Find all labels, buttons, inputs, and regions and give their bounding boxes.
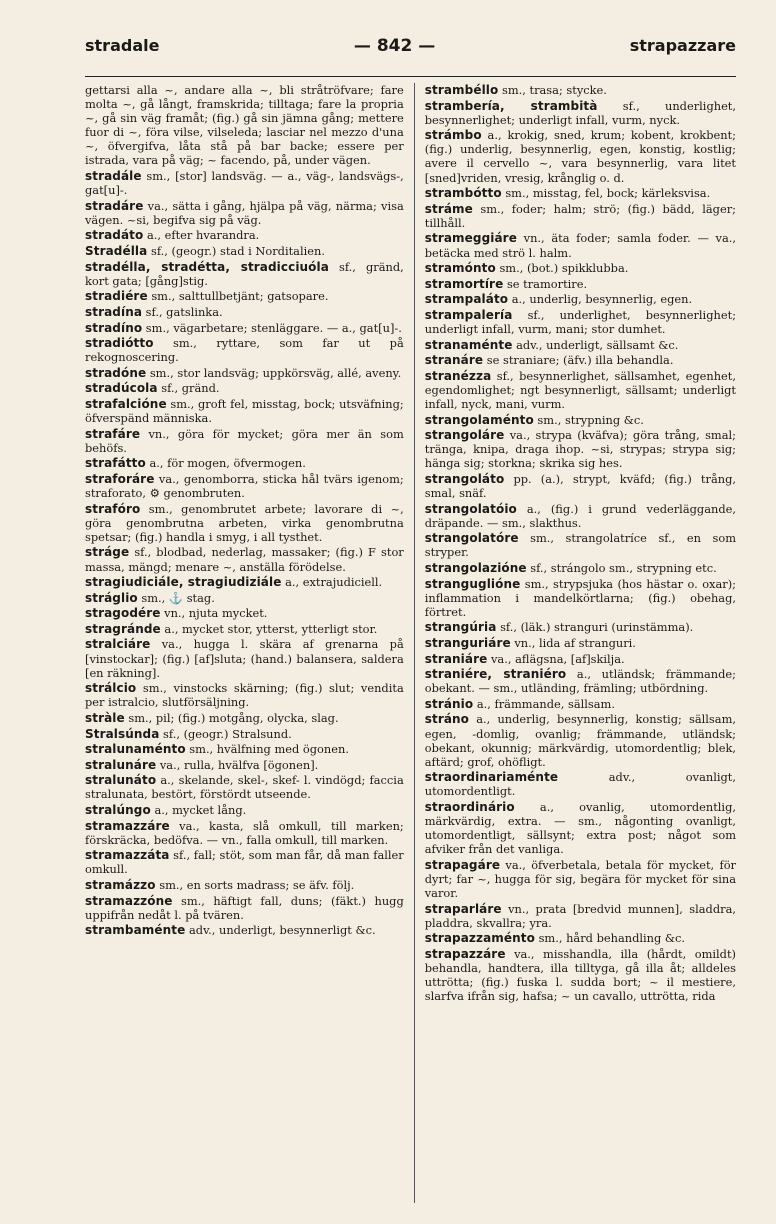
dictionary-entry xyxy=(85,773,404,801)
entry-definition: sf., gränd. xyxy=(157,381,220,396)
entry-headword: strapazzáre xyxy=(424,946,506,961)
dictionary-entry xyxy=(85,260,404,288)
entry-headword: strámbo xyxy=(424,128,482,143)
entry-definition: sf., besynnerlighet, sällsamhet, egenhet, egendomlighet; ngt besynnerligt, sällsamt; underligt infall, nyck, mani, vurm. xyxy=(424,368,736,411)
entry-definition: gettarsi alla ~, andare alla ~, bli stråtröfvare; fare molta ~, gå långt, framskrida; tilltaga; fare la propria ~, gå sin väg framåt; (fig.) gå sin jämna gång; mettere fuor di ~, föra vilse, vilseleda; lasciar nel mezzo d'una ~, öfvergifva, låta stå på bar backe; essere per istrada, vara på väg; ~ facendo, på, under vägen. xyxy=(85,83,404,168)
entry-headword: strampaláto xyxy=(424,292,509,307)
entry-headword: straordinário xyxy=(424,800,515,814)
entry-headword: strafóro xyxy=(85,501,141,516)
dictionary-entry xyxy=(85,169,404,197)
entry-definition: vn., äta foder; samla foder. — va., betäcka med strö l. halm. xyxy=(424,231,736,260)
dictionary-entry xyxy=(85,83,404,168)
dictionary-entry xyxy=(425,902,736,930)
entry-definition: sf., gatslinka. xyxy=(142,304,223,319)
dictionary-entry xyxy=(85,878,404,892)
entry-definition: a., mycket lång. xyxy=(150,803,247,817)
entry-definition: sf., (geogr.) Stralsund. xyxy=(159,726,292,741)
dictionary-entry xyxy=(425,472,736,500)
dictionary-entry xyxy=(425,308,736,336)
entry-definition: a., underlig, besynnerlig, konstig; sällsam, egen, -domlig, ovanlig; främmande, utländsk; obekant, okunnig; märkvärdig, utomordentlig; blek, aftärd; grof, ohöfligt. xyxy=(424,712,736,769)
entry-headword: strangoláto xyxy=(424,471,505,486)
entry-definition: sf., (läk.) stranguri (urinstämma). xyxy=(496,620,694,635)
entry-definition: vn., lida af stranguri. xyxy=(510,635,636,650)
entry-headword: strafalcióne xyxy=(85,396,167,411)
entry-headword: stragránde xyxy=(85,621,161,636)
entry-headword: stramortíre xyxy=(424,276,504,291)
dictionary-entry xyxy=(85,637,404,679)
dictionary-entry xyxy=(85,758,404,772)
dictionary-entry xyxy=(425,667,736,695)
entry-headword: Stralsúnda xyxy=(85,726,160,741)
dictionary-entry xyxy=(425,261,736,275)
dictionary-entry xyxy=(85,681,404,709)
entry-headword: stramazzáta xyxy=(85,848,170,863)
entry-headword: stranguglióne xyxy=(424,576,521,591)
entry-definition: sm., ⚓ stag. xyxy=(137,590,215,605)
entry-headword: strágе xyxy=(85,545,130,560)
entry-headword: stradiére xyxy=(85,289,148,304)
entry-headword: stránio xyxy=(424,696,474,711)
entry-headword: Stradélla xyxy=(85,244,148,259)
entry-definition: a., underlig, besynnerlig, egen. xyxy=(508,292,693,307)
dictionary-entry xyxy=(425,338,736,352)
entry-headword: strafátto xyxy=(85,456,146,471)
page-number: — 842 — xyxy=(353,36,436,56)
entry-headword: strangoláre xyxy=(424,428,505,443)
dictionary-entry xyxy=(425,128,736,184)
entry-definition: sm., häftigt fall, duns; (fäkt.) hugg uppifrån nedåt l. på tvären. xyxy=(85,893,404,922)
entry-definition: a., mycket stor, ytterst, ytterligt stor. xyxy=(160,621,378,636)
entry-definition: a., krokig, sned, krum; kobent, krokbent; (fig.) underlig, besynnerlig, egen, konstig, kostlig; avere il cervello ~, vara besynnerlig, vara litet [sned]vriden, vresig, krånglig o. d. xyxy=(424,128,736,185)
dictionary-entry xyxy=(425,428,736,470)
header-left-guideword: stradale xyxy=(85,36,160,55)
entry-headword: strambaménte xyxy=(85,923,186,938)
dictionary-entry xyxy=(85,819,404,847)
entry-headword: straniére, straniéro xyxy=(424,667,567,682)
dictionary-entry xyxy=(85,381,404,395)
entry-definition: sm., trasa; stycke. xyxy=(498,83,607,97)
entry-headword: strangolazióne xyxy=(424,561,527,575)
entry-definition: a., skelande, skel-, skef- l. vindögd; faccia stralunata, bestört, förstördt utseende. xyxy=(85,773,404,802)
entry-headword: straniáre xyxy=(424,651,488,666)
entry-definition: a., ovanlig, utomordentlig, märkvärdig, extra. — sm., någonting ovanligt, utomordentligt, sällsynt; extra post; något som afviker från det vanliga. xyxy=(424,800,736,857)
entry-headword: straparláre xyxy=(424,901,502,916)
dictionary-entry xyxy=(425,577,736,619)
entry-definition: sm., foder; halm; strö; (fig.) bädd, läger; tillhåll. xyxy=(424,201,736,230)
entry-headword: strambéllo xyxy=(424,83,499,97)
entry-definition: vn., göra för mycket; göra mer än som behöfs. xyxy=(85,426,404,455)
dictionary-entry xyxy=(425,353,736,367)
dictionary-entry xyxy=(425,502,736,530)
entry-headword: strangolatóre xyxy=(424,531,519,546)
entry-headword: strameggiáre xyxy=(424,231,517,246)
entry-headword: stráno xyxy=(424,712,470,727)
dictionary-entry xyxy=(425,369,736,411)
dictionary-entry xyxy=(85,894,404,922)
entry-definition: sf., (geogr.) stad i Norditalien. xyxy=(147,244,325,259)
columns xyxy=(85,83,736,1203)
dictionary-entry xyxy=(425,83,736,97)
entry-headword: stradélla, stradétta, stradicciuóla xyxy=(85,259,329,274)
entry-headword: strapagáre xyxy=(424,857,501,872)
dictionary-entry xyxy=(425,186,736,200)
dictionary-entry xyxy=(425,277,736,291)
dictionary-entry xyxy=(425,697,736,711)
entry-headword: stragodére xyxy=(85,606,161,621)
dictionary-entry xyxy=(425,858,736,900)
dictionary-entry xyxy=(425,202,736,230)
right-column xyxy=(415,83,736,1203)
entry-definition: sm., stor landsväg; uppkörsväg, allé, aveny. xyxy=(146,365,402,380)
entry-definition: sm., vägarbetare; stenläggare. — a., gat[u]-. xyxy=(142,320,402,335)
entry-definition: va., sätta i gång, hjälpa på väg, närma; visa vägen. ~si, begifva sig på väg. xyxy=(85,198,404,227)
entry-definition: va., strypa (kväfva); göra trång, smal; tränga, knipa, draga ihop. ~si, strypas; strypa sig; hänga sig; storkna; skrika sig hes. xyxy=(424,428,736,471)
entry-headword: straordinariaménte xyxy=(424,770,559,785)
dictionary-entry xyxy=(85,591,404,605)
dictionary-entry xyxy=(85,397,404,425)
entry-definition: sm., hvälfning med ögonen. xyxy=(185,742,349,757)
entry-headword: stráglio xyxy=(85,590,138,605)
page-header xyxy=(85,36,736,72)
entry-definition: adv., underligt, sällsamt &c. xyxy=(512,337,679,352)
dictionary-entry xyxy=(85,321,404,335)
dictionary-entry xyxy=(425,561,736,575)
entry-headword: strangolatóio xyxy=(424,501,517,516)
dictionary-entry xyxy=(425,231,736,259)
entry-definition: a., (fig.) i grund vederläggande, dräpande. — sm., slakthus. xyxy=(424,501,736,530)
entry-definition: a., extrajudiciell. xyxy=(281,575,383,590)
dictionary-entry xyxy=(425,800,736,856)
dictionary-entry xyxy=(85,366,404,380)
entry-definition: sm., groft fel, misstag, bock; utsväfning; öfverspänd människa. xyxy=(85,396,404,426)
entry-headword: stradáre xyxy=(85,198,144,213)
entry-headword: stralunaménto xyxy=(85,742,186,757)
entry-headword: stráme xyxy=(424,201,473,216)
entry-headword: stradína xyxy=(85,304,143,319)
entry-definition: sm., salttullbetjänt; gatsopare. xyxy=(147,289,329,304)
entry-definition: sm., [stor] landsväg. — a., väg-, landsvägs-, gat[u]-. xyxy=(85,169,404,198)
entry-definition: sf., underlighet, besynnerlighet; underligt infall, vurm, nyck. xyxy=(424,98,736,127)
dictionary-entry xyxy=(85,502,404,544)
dictionary-entry xyxy=(425,99,736,127)
dictionary-entry xyxy=(85,336,404,364)
entry-headword: strambótto xyxy=(424,186,502,201)
entry-headword: strambería, strambità xyxy=(424,98,598,113)
dictionary-entry xyxy=(425,652,736,666)
dictionary-entry xyxy=(85,923,404,937)
dictionary-entry xyxy=(85,727,404,741)
entry-headword: strangolaménto xyxy=(424,412,534,427)
entry-definition: sm., en sorts madrass; se äfv. följ. xyxy=(155,877,355,892)
dictionary-entry xyxy=(425,636,736,650)
entry-headword: stragiudiciále, stragiudiziále xyxy=(85,575,282,590)
dictionary-entry xyxy=(425,531,736,559)
dictionary-entry xyxy=(85,803,404,817)
entry-definition: a., utländsk; främmande; obekant. — sm., utländing, främling; utbördning. xyxy=(424,667,736,696)
entry-headword: stradále xyxy=(85,169,142,184)
entry-headword: stramazzóne xyxy=(85,893,173,908)
entry-definition: va., aflägsna, [af]skilja. xyxy=(487,651,625,666)
dictionary-entry xyxy=(85,848,404,876)
entry-definition: sm., vinstocks skärning; (fig.) slut; vendita per istralcio, slutförsäljning. xyxy=(85,681,404,710)
dictionary-entry xyxy=(425,620,736,634)
entry-definition: sf., blodbad, nederlag, massaker; (fig.) F stor massa, mängd; menare ~, anställa förödelse. xyxy=(85,545,404,574)
dictionary-entry xyxy=(85,622,404,636)
entry-definition: sm., hård behandling &c. xyxy=(534,931,686,946)
dictionary-entry xyxy=(85,427,404,455)
entry-headword: stradíno xyxy=(85,320,143,335)
entry-headword: stralunáto xyxy=(85,773,157,788)
entry-headword: stralúngo xyxy=(85,803,151,817)
entry-definition: sm., pil; (fig.) motgång, olycka, slag. xyxy=(124,710,339,725)
dictionary-entry xyxy=(85,742,404,756)
entry-headword: stràle xyxy=(85,710,125,725)
entry-definition: se straniare; (äfv.) illa behandla. xyxy=(483,353,674,368)
dictionary-entry xyxy=(85,711,404,725)
entry-definition: sm., strangolatríce sf., en som stryper. xyxy=(424,531,736,560)
entry-headword: stradóne xyxy=(85,365,147,380)
dictionary-entry xyxy=(425,770,736,798)
header-rule xyxy=(85,76,736,77)
entry-definition: se tramortire. xyxy=(503,276,588,291)
header-right-guideword: strapazzare xyxy=(629,36,736,55)
left-column xyxy=(85,83,415,1203)
entry-definition: sf., gränd, kort gata; [gång]stig. xyxy=(85,259,404,288)
entry-definition: sf., strángolo sm., strypning etc. xyxy=(526,561,717,575)
entry-definition: sm., ryttare, som far ut på rekognoscering. xyxy=(85,336,404,365)
entry-headword: strapazzaménto xyxy=(424,931,535,946)
dictionary-entry xyxy=(85,456,404,470)
dictionary-entry xyxy=(85,199,404,227)
entry-definition: va., misshandla, illa (hårdt, omildt) behandla, handtera, illa tilltyga, gå illa åt; alldeles uttrötta; (fig.) fuska l. sudda bort; ~ il mestiere, slarfva ifrån sig, hafsa; ~ un cavallo, uttrötta, rida xyxy=(424,946,736,1004)
entry-headword: strampalería xyxy=(424,307,513,322)
entry-headword: stranguriáre xyxy=(424,635,511,650)
dictionary-entry xyxy=(85,472,404,500)
dictionary-entry xyxy=(85,228,404,242)
dictionary-entry xyxy=(425,413,736,427)
dictionary-entry xyxy=(85,244,404,258)
entry-definition: pp. (a.), strypt, kväfd; (fig.) trång, smal, snäf. xyxy=(424,471,736,501)
entry-definition: va., hugga l. skära af grenarna på [vinstockar]; (fig.) [af]sluta; (hand.) balansera, saldera [en räkning]. xyxy=(85,637,404,680)
entry-definition: adv., underligt, besynnerligt &c. xyxy=(185,923,376,938)
dictionary-entry xyxy=(85,606,404,620)
entry-definition: sm., (bot.) spikklubba. xyxy=(495,261,629,276)
entry-definition: va., rulla, hvälfva [ögonen]. xyxy=(156,757,319,772)
entry-definition: va., kasta, slå omkull, till marken; förskräcka, bedöfva. — vn., falla omkull, till marken. xyxy=(85,818,404,847)
entry-headword: stramázzo xyxy=(85,877,156,892)
entry-definition: vn., prata [bredvid munnen], sladdra, pladdra, skvallra; yra. xyxy=(424,901,736,930)
entry-headword: strálcio xyxy=(85,681,137,696)
entry-headword: stramazzáre xyxy=(85,818,170,833)
entry-headword: stradiótto xyxy=(85,336,154,351)
entry-definition: sm., genombrutet arbete; lavorare di ~, göra genombrutna arbeten, virka genombrutna spetsar; (fig.) handla i smyg, i all tysthet. xyxy=(85,501,404,544)
entry-definition: a., efter hvarandra. xyxy=(143,228,260,243)
dictionary-entry xyxy=(85,575,404,589)
entry-headword: straforáre xyxy=(85,471,155,486)
entry-definition: a., främmande, sällsam. xyxy=(473,696,615,711)
entry-headword: stranaménte xyxy=(424,337,513,352)
entry-headword: stradúcola xyxy=(85,381,158,396)
entry-definition: adv., ovanligt, utomordentligt. xyxy=(424,770,736,799)
entry-definition: sm., strypning &c. xyxy=(533,412,644,427)
entry-headword: strangúria xyxy=(424,620,497,635)
entry-definition: sm., strypsjuka (hos hästar o. oxar); inflammation i mandelkörtlarna; (fig.) obehag, förtret. xyxy=(424,576,736,619)
dictionary-entry xyxy=(85,545,404,573)
entry-definition: sm., misstag, fel, bock; kärleksvisa. xyxy=(501,186,711,201)
entry-headword: stradáto xyxy=(85,228,144,243)
entry-definition: sf., underlighet, besynnerlighet; underligt infall, vurm, mani; stor dumhet. xyxy=(424,307,736,336)
entry-definition: sf., fall; stöt, som man får, då man faller omkull. xyxy=(85,848,404,877)
entry-definition: vn., njuta mycket. xyxy=(160,606,268,621)
dictionary-entry xyxy=(425,712,736,768)
entry-definition: va., genomborra, sticka hål tvärs igenom; straforato, ⚙ genombruten. xyxy=(85,471,404,501)
entry-headword: stranáre xyxy=(424,353,484,368)
entry-definition: a., för mogen, öfvermogen. xyxy=(145,456,306,471)
dictionary-entry xyxy=(425,292,736,306)
dictionary-entry xyxy=(425,947,736,1003)
entry-headword: stralciáre xyxy=(85,637,151,652)
dictionary-entry xyxy=(85,305,404,319)
entry-headword: stranézza xyxy=(424,368,492,383)
entry-headword: strafáre xyxy=(85,426,141,441)
entry-definition: va., öfverbetala, betala för mycket, för dyrt; far ~, hugga för sig, begära för mycket för sina varor. xyxy=(424,857,736,901)
entry-headword: stramónto xyxy=(424,261,496,276)
entry-headword: stralunáre xyxy=(85,757,157,772)
dictionary-entry xyxy=(425,931,736,945)
dictionary-entry xyxy=(85,289,404,303)
